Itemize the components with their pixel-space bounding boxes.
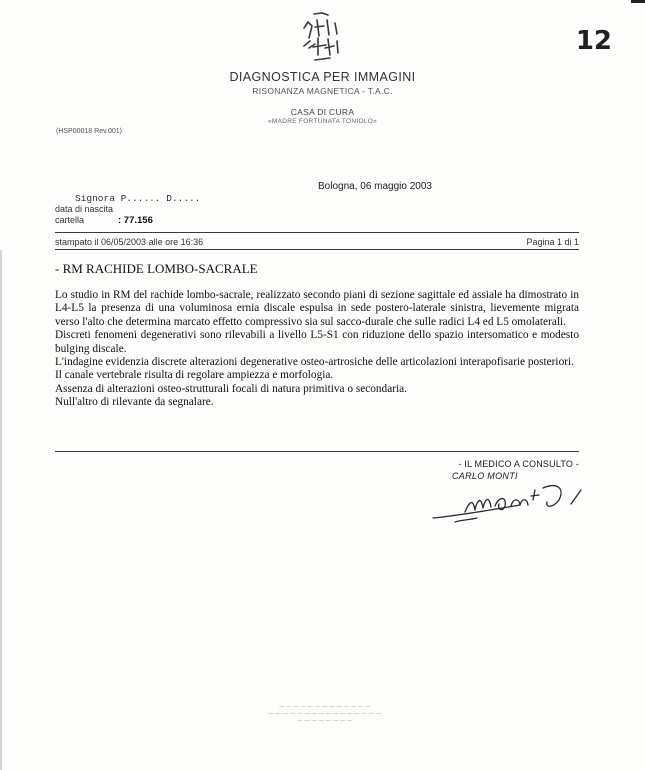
page-number: 12 [575,26,612,56]
report-body [55,289,579,410]
report-paragraph: Discreti fenomeni degenerativi sono rilevabili a livello L5-S1 con riduzione dello spazio intersomatico e modesto bulging discale. [55,329,579,355]
doctor-role: - IL MEDICO A CONSULTO - [458,459,579,469]
report-paragraph: Assenza di alterazioni osteo-strutturali focali di natura primitiva o secondaria. [55,382,407,395]
clinic-name: «MADRE FORTUNATA TONIOLO» [267,118,378,125]
print-timestamp: stampato il 06/05/2003 alle ore 16:36 [55,237,204,247]
patient-name: Signora P...... D..... [75,193,201,204]
corner-mark [631,0,645,3]
report-paragraph: Lo studio in RM del rachide lombo-sacrale, realizzato secondo piani di sezione sagittale ed assiale ha dimostrato in L4-L5 la presenza di una voluminosa ernia discale espulsa in sede postero-laterale sinistra, lievemente migrata verso l'alto che determina marcato effetto compressivo sia sul sacco-durale che sulle radici L4 ed L5 omolaterali. [55,289,579,328]
record-number: : 77.156 [118,215,153,226]
department-title: DIAGNOSTICA PER IMMAGINI [229,70,416,84]
divider-bottom [55,451,579,452]
form-code: (HSP00018 Rev.001) [56,128,123,135]
caduceus-emblem-icon [282,8,362,70]
page-count: Pagina 1 di 1 [526,237,579,247]
place-date: Bologna, 06 maggio 2003 [318,181,432,192]
report-paragraph: L'indagine evidenzia discrete alterazioni degenerative osteo-artrosiche delle articolazioni interapofisarie posteriori. [55,356,574,369]
scan-edge-shadow [0,250,2,770]
department-subtitle: RISONANZA MAGNETICA - T.A.C. [252,86,393,96]
clinic-label: CASA DI CURA [290,107,355,117]
handwritten-signature-icon [425,478,600,530]
divider-middle [55,249,579,250]
doctor-name: CARLO MONTI [452,471,518,481]
footer-address: — — — — — — — — — — — — — — — — — — — — — — — — — — — — — — — — — — — — — [268,704,382,724]
divider-top [55,232,579,233]
birth-date-label: data di nascita [55,204,114,214]
report-paragraph: Il canale vertebrale risulta di regolare ampiezza e morfologia. [55,369,334,382]
report-paragraph: Null'altro di rilevante da segnalare. [55,396,214,409]
record-label: cartella [55,215,85,225]
exam-title: - RM RACHIDE LOMBO-SACRALE [55,261,258,276]
